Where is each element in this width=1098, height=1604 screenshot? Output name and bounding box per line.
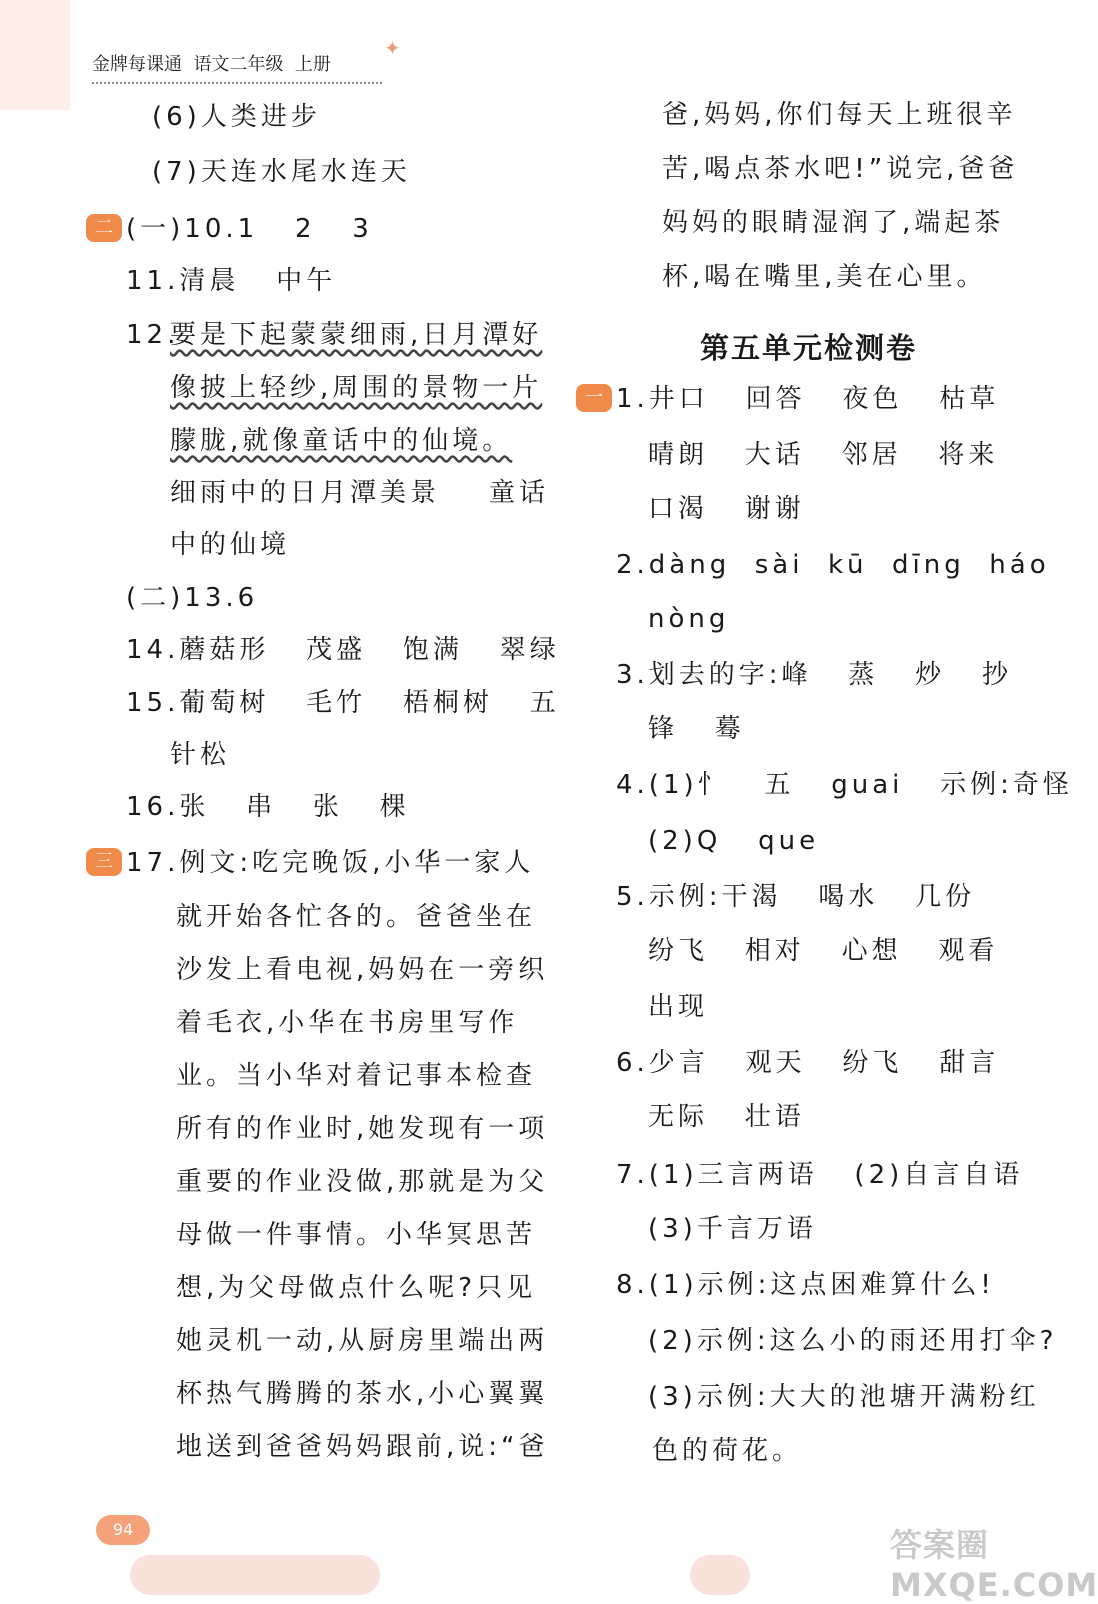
star-icon: ✦ (384, 36, 401, 60)
essay-line: 母做一件事情。小华冥思苦 (176, 1220, 537, 1250)
header-divider (92, 82, 382, 84)
section-badge: 三 (86, 848, 122, 876)
page-number: 94 (96, 1515, 150, 1545)
answer-line: 口渴 谢谢 (648, 494, 805, 524)
essay-line: 爸,妈妈,你们每天上班很辛 (662, 100, 1017, 130)
essay-line: 就开始各忙各的。爸爸坐在 (176, 902, 537, 932)
answer-line: (3)示例:大大的池塘开满粉红 (648, 1382, 1040, 1412)
answer-line: (二)13.6 (126, 583, 259, 613)
footer-decoration (690, 1555, 750, 1595)
answer-line: 14.蘑菇形 茂盛 饱满 翠绿 (126, 635, 560, 665)
answer-line: 3.划去的字:峰 蒸 炒 抄 (616, 660, 1012, 690)
answer-line: nòng (648, 604, 730, 634)
answer-line: 晴朗 大话 邻居 将来 (648, 440, 999, 470)
essay-line: 妈妈的眼睛湿润了,端起茶 (662, 208, 1005, 238)
answer-line: (2)Q que (648, 826, 820, 856)
answer-line: 5.示例:干渴 喝水 几份 (616, 882, 976, 912)
answer-line-underlined: 像披上轻纱,周围的景物一片 (170, 373, 543, 403)
footer-decoration (130, 1555, 380, 1595)
answer-line: 15.葡萄树 毛竹 梧桐树 五 (126, 688, 560, 718)
answer-line: 8.(1)示例:这点困难算什么! (616, 1270, 995, 1300)
answer-line: 无际 壮语 (648, 1102, 805, 1132)
essay-line: 杯,喝在嘴里,美在心里。 (662, 262, 987, 292)
essay-line: 地送到爸爸妈妈跟前,说:“爸 (176, 1432, 549, 1462)
essay-line: 想,为父母做点什么呢?只见 (176, 1273, 537, 1303)
essay-line: 业。当小华对着记事本检查 (176, 1061, 537, 1091)
answer-line: 色的荷花。 (652, 1436, 803, 1466)
answer-line-underlined: 要是下起蒙蒙细雨,日月潭好 (170, 320, 543, 350)
answer-line: 针松 (170, 740, 231, 770)
answer-line: (一)10.1 2 3 (126, 214, 373, 244)
answer-line: 4.(1)忄 五 guai 示例:奇怪 (616, 770, 1073, 800)
essay-line: 重要的作业没做,那就是为父 (176, 1167, 549, 1197)
answer-line-underlined: 朦胧,就像童话中的仙境。 (170, 426, 513, 456)
essay-line: 沙发上看电视,妈妈在一旁织 (176, 955, 549, 985)
answer-line: (3)千言万语 (648, 1214, 817, 1244)
answer-line: 锋 蓦 (648, 714, 745, 744)
answer-line: 17.例文:吃完晚饭,小华一家人 (126, 848, 535, 878)
essay-line: 她灵机一动,从厨房里端出两 (176, 1326, 549, 1356)
section-badge: 一 (576, 384, 612, 412)
page-header: 金牌每课通 语文二年级 上册 (92, 54, 331, 75)
question-number: 12. (126, 320, 180, 350)
answer-line: 纷飞 相对 心想 观看 (648, 936, 999, 966)
answer-line: 11.清晨 中午 (126, 266, 337, 296)
answer-line: 6.少言 观天 纷飞 甜言 (616, 1048, 1000, 1078)
answer-line: 中的仙境 (170, 530, 291, 560)
section-title: 第五单元检测卷 (700, 331, 918, 365)
essay-line: 杯热气腾腾的茶水,小心翼翼 (176, 1379, 549, 1409)
essay-line: 所有的作业时,她发现有一项 (176, 1114, 549, 1144)
answer-line: (2)示例:这么小的雨还用打伞? (648, 1326, 1058, 1356)
watermark: 答案圈 MXQE.COM (890, 1526, 1098, 1604)
essay-line: 着毛衣,小华在书房里写作 (176, 1008, 519, 1038)
answer-line: 细雨中的日月潭美景 童话 (170, 478, 550, 508)
answer-line: 16.张 串 张 棵 (126, 792, 410, 822)
answer-line: 出现 (648, 992, 709, 1022)
answer-line: 2.dàng sài kū dīng háo (616, 550, 1050, 580)
corner-decoration (0, 0, 70, 110)
section-badge: 二 (86, 214, 122, 242)
answer-line: 7.(1)三言两语 (2)自言自语 (616, 1160, 1024, 1190)
essay-line: 苦,喝点茶水吧!”说完,爸爸 (662, 154, 1019, 184)
answer-line: (6)人类进步 (152, 102, 321, 132)
answer-line: (7)天连水尾水连天 (152, 157, 411, 187)
answer-line: 1.井口 回答 夜色 枯草 (616, 384, 1000, 414)
